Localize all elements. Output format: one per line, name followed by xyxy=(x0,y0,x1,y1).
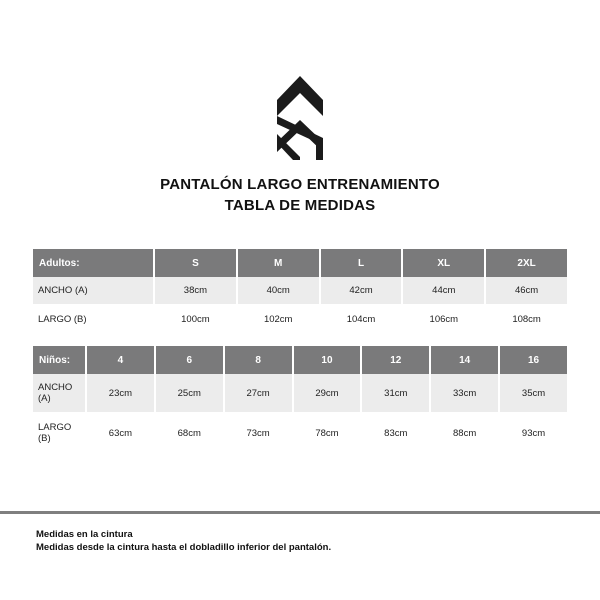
table-cell: 35cm xyxy=(500,374,567,412)
table-cell: 38cm xyxy=(155,277,236,304)
table-cell: 40cm xyxy=(238,277,319,304)
size-header: 8 xyxy=(225,346,292,374)
size-header: 14 xyxy=(431,346,498,374)
size-header: 4 xyxy=(87,346,154,374)
table-cell: 68cm xyxy=(177,427,201,439)
table-cell: 102cm xyxy=(263,313,293,325)
page-title: PANTALÓN LARGO ENTRENAMIENTO xyxy=(160,176,440,193)
table-cell: 93cm xyxy=(521,427,546,439)
adult-size-table xyxy=(31,249,569,334)
brand-logo-icon xyxy=(277,76,323,160)
table-cell: 27cm xyxy=(225,374,292,412)
divider xyxy=(0,511,600,514)
row-label: LARGO (B) xyxy=(38,313,87,325)
table-cell: 46cm xyxy=(486,277,567,304)
page-subtitle: TABLA DE MEDIDAS xyxy=(224,197,376,214)
row-label: ANCHO (A) xyxy=(33,277,153,304)
adult-header-label: Adultos: xyxy=(33,249,153,277)
size-header: 6 xyxy=(156,346,223,374)
size-header: S xyxy=(155,249,236,277)
note-length: Medidas desde la cintura hasta el dobladillo inferior del pantalón. xyxy=(36,542,332,553)
table-cell: 44cm xyxy=(403,277,484,304)
table-cell: 108cm xyxy=(512,313,541,325)
size-header: 12 xyxy=(362,346,429,374)
size-header: 2XL xyxy=(486,249,567,277)
table-cell: 78cm xyxy=(315,427,339,439)
table-row xyxy=(33,277,567,304)
row-label: LARGO (B) xyxy=(38,422,72,444)
table-cell: 104cm xyxy=(346,313,376,325)
size-header: M xyxy=(238,249,319,277)
row-label: ANCHO (A) xyxy=(33,374,85,412)
table-cell: 73cm xyxy=(246,427,270,439)
table-cell: 23cm xyxy=(87,374,154,412)
size-header: XL xyxy=(403,249,484,277)
table-cell: 63cm xyxy=(108,427,133,439)
table-cell: 88cm xyxy=(453,427,477,439)
table-cell: 31cm xyxy=(362,374,429,412)
note-waist: Medidas en la cintura xyxy=(36,529,133,540)
table-header-row xyxy=(33,346,567,374)
size-header: 16 xyxy=(500,346,567,374)
table-row xyxy=(33,412,567,454)
table-cell: 106cm xyxy=(429,313,459,325)
kids-size-table xyxy=(31,346,569,454)
table-cell: 42cm xyxy=(321,277,402,304)
size-header: L xyxy=(321,249,402,277)
table-row xyxy=(33,374,567,412)
table-header-row xyxy=(33,249,567,277)
table-cell: 33cm xyxy=(431,374,498,412)
size-header: 10 xyxy=(294,346,361,374)
table-cell: 25cm xyxy=(156,374,223,412)
kids-header-label: Niños: xyxy=(33,346,85,374)
table-cell: 83cm xyxy=(384,427,408,439)
table-row xyxy=(33,304,567,334)
table-cell: 29cm xyxy=(294,374,361,412)
table-cell: 100cm xyxy=(181,313,210,325)
